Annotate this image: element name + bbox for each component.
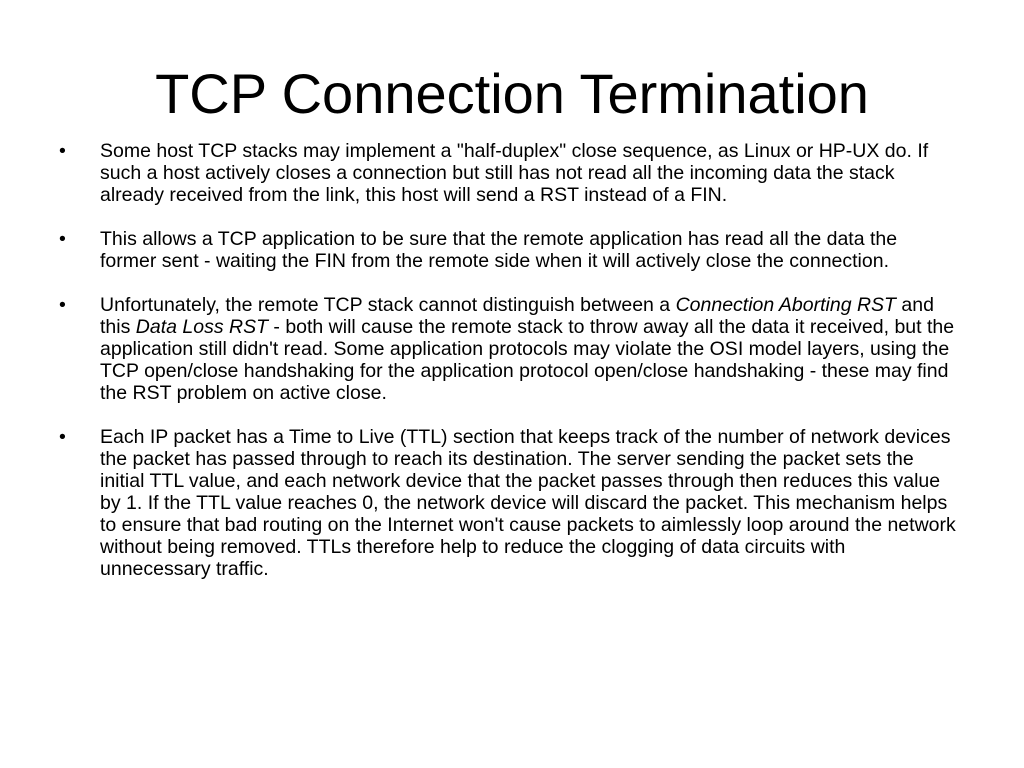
bullet-point-icon: • [59,228,66,250]
bullet-item [56,426,956,580]
bullet-point-icon: • [59,140,66,162]
bullet-text: This allows a TCP application to be sure that the remote application has read all the data the former sent - waiting the FIN from the remote side when it will actively close the connection. [100,228,898,272]
bullet-item [56,294,956,404]
bullet-text-part: Unfortunately, the remote TCP stack cannot distinguish between a [100,294,676,316]
bullet-text [100,294,956,404]
bullet-list [56,140,956,602]
bullet-text: Each IP packet has a Time to Live (TTL) section that keeps track of the number of network devices the packet has passed through to reach its destination. The server sending the packet sets the initial TTL value, and each network device that the packet passes through then reduces this value by 1. If the TTL value reaches 0, the network device will discard the packet. This mechanism helps to ensure that bad routing on the Internet won't cause packets to aimlessly loop around the network without being removed. TTLs therefore help to reduce the clogging of data circuits with unnecessary traffic. [100,426,956,580]
slide-title: TCP Connection Termination [155,62,869,125]
bullet-text: Some host TCP stacks may implement a "half-duplex" close sequence, as Linux or HP-UX do. If such a host actively closes a connection but still has not read all the incoming data the stack already received from the link, this host will send a RST instead of a FIN. [100,140,929,206]
emphasis-connection-aborting-rst: Connection Aborting RST [675,294,896,316]
bullet-point-icon: • [59,426,66,448]
emphasis-data-loss-rst: Data Loss RST [135,316,268,338]
bullet-text-part: - both will cause the remote stack to throw away all the data it received, but the application still didn't read. Some application protocols may violate the OSI model layers, using the TCP open/close handshaking for the application protocol open/close handshaking - these may find the RST problem on active close. [100,316,955,404]
bullet-item [56,228,956,272]
bullet-point-icon: • [59,294,66,316]
bullet-text-part: and this [100,294,934,338]
bullet-item [56,140,956,206]
